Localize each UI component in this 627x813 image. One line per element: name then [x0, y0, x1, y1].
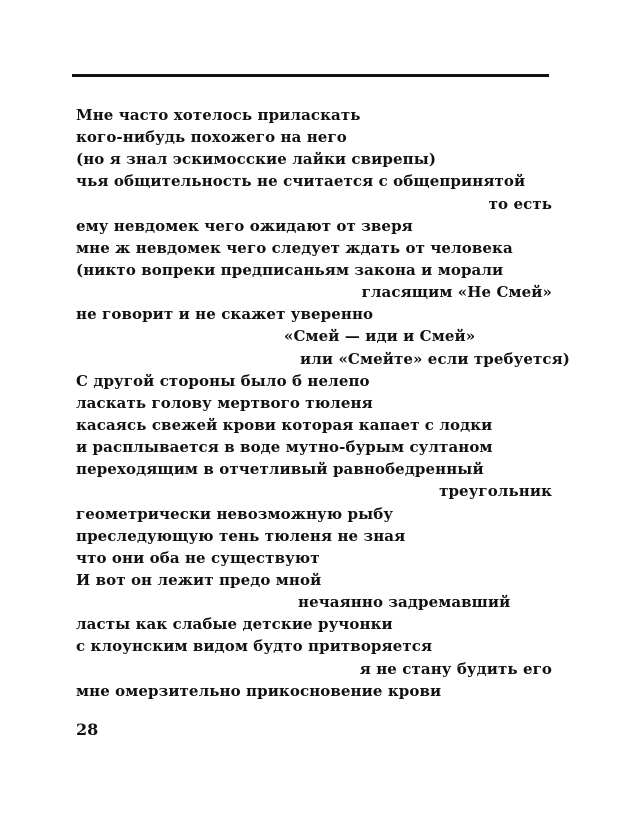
poem-line: мне ж невдомек чего следует ждать от человека — [76, 238, 513, 257]
page-number: 28 — [76, 720, 99, 739]
poem-line: И вот он лежит предо мной — [76, 570, 322, 589]
poem-line: треугольник — [439, 482, 552, 501]
poem-line: ему невдомек чего ожидают от зверя — [76, 216, 413, 235]
poem-line: нечаянно задремавший — [298, 593, 511, 612]
poem-line: геометрически невозможную рыбу — [76, 504, 394, 523]
poem-line: С другой стороны было б нелепо — [76, 371, 370, 390]
poem-line: не говорит и не скажет уверенно — [76, 305, 374, 324]
poem-line: переходящим в отчетливый равнобедренный — [76, 460, 484, 479]
poem-line: с клоунским видом будто притворяется — [76, 637, 433, 656]
poem-line: что они оба не существуют — [76, 548, 320, 567]
poem-line: касаясь свежей крови которая капает с лодки — [76, 415, 493, 434]
poem-line: (но я знал эскимосские лайки свирепы) — [76, 150, 437, 169]
poem-line: я не стану будить его — [359, 659, 552, 678]
top-rule — [72, 74, 549, 77]
poem-line: то есть — [488, 194, 552, 213]
poem-line: кого-нибудь похожего на него — [76, 128, 347, 147]
poem-line: чья общительность не считается с общепринятой — [76, 172, 526, 191]
poem-line: Мне часто хотелось приласкать — [76, 106, 361, 124]
poem-line: (никто вопреки предписаньям закона и морали — [76, 260, 504, 279]
poem-line: преследующую тень тюленя не зная — [76, 526, 406, 545]
poem-text — [76, 104, 570, 702]
poem-line: мне омерзительно прикосновение крови — [76, 681, 442, 700]
poem-line: «Смей — иди и Смей» — [284, 327, 476, 346]
poem-line: ласкать голову мертвого тюленя — [76, 393, 373, 412]
poem-line: гласящим «Не Смей» — [361, 283, 552, 302]
poem-line: ласты как слабые детские ручонки — [76, 615, 393, 634]
poem-line: и расплывается в воде мутно-бурым султаном — [76, 438, 493, 457]
poem-line: или «Смейте» если требуется) — [300, 349, 570, 368]
